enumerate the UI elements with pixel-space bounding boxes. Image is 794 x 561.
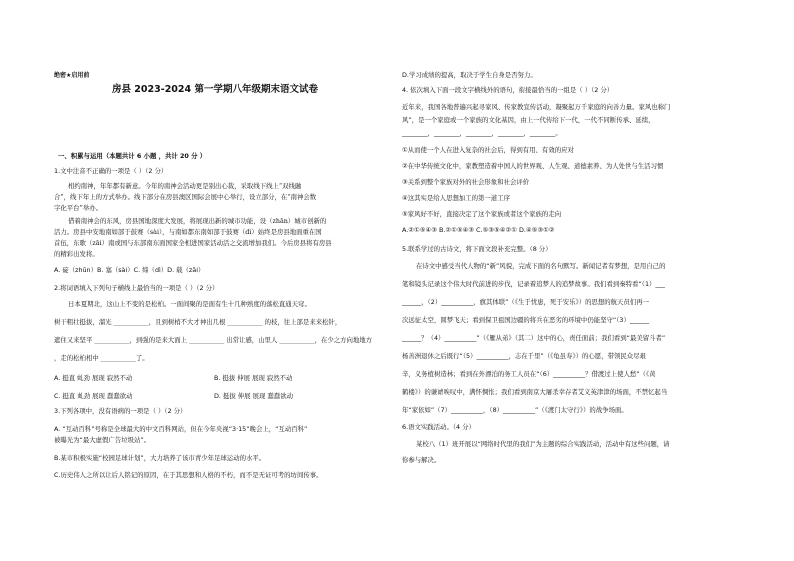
q1-passage-line: 相约南神，年年都有新意。今年的南神会活动更是别出心裁，采取线下线上“双线融 (68, 182, 302, 190)
q3-option-line: C.历史伟人之所以让后人铭记的原因，在于其思想和人格的不朽，而不是无证可考的坊间传事。 (54, 471, 323, 479)
q4-stem: 4. 依次填入下面一段文字横线外的语句，衔接最恰当的一组是（ ）（2 分） (402, 86, 614, 94)
q1-passage-line: 字化平台”举办。 (54, 204, 103, 212)
q2-option-c: C. 挺直 虬劲 展现 蠢蠢欲动 (54, 392, 133, 400)
q2-option-a: A. 挺直 虬劲 展现 寂然不动 (54, 374, 133, 382)
q2-passage-line: ，走的松柏相中 ___________了。 (54, 354, 149, 362)
q4-item: ②在中华传统文化中，家教塑造着中国人的世界观、人生观、道德素养、为人处世与生活习惯 (402, 162, 664, 170)
q2-option-d: D. 挺拔 伸展 展现 蠢蠢欲动 (214, 392, 293, 400)
q5-line: 鹤楼》）的谦谑唉叹中，满怀惆怅；我们看到南京大屠杀幸存者艾义英津津的场面，不禁忆起当 (402, 388, 668, 396)
q4-options: A.②①⑤④③ B.②①⑤④③ C.⑤③⑤④②① D.④⑤③①② (402, 226, 555, 234)
q5-line: 年“家依如”（7）__________，（8）__________”（《渡门太守行》）的战争场面。 (402, 406, 628, 414)
q2-passage-line: 树干粗壮挺拔，溜光 ___________，且到树梢不大才神出几根 ___________ 的枝，往上部是来来松针， (54, 318, 342, 326)
q2-stem: 2.将词语填入下列句子横线上最恰当的一项是（ ）（2 分） (54, 284, 219, 292)
q1-options: A. 碇（zhūn）B. 塞（sài）C. 缔（dì）D. 载（zāi） (54, 266, 205, 274)
q3-option-line: A. “互动百科”号称是全球最大的中文百科网站，但在今年央视“3·15”晚会上，“互动百科” (54, 425, 308, 433)
q4-item: ⑤家风好不好，直接决定了这个家族或者这个家族的走向 (402, 210, 562, 218)
secret-mark: 绝密★启用前 (54, 72, 90, 79)
q1-passage-line: 活力。房县中安地南如部于鼓赛（sài），与南如都东南如部于鼓赛（dì）始终是房县地面重在国 (54, 228, 322, 236)
q5-line: 次远征太空，圆梦飞天；看到保卫祖国边疆的将兵在恶劣的环境中仍能坚守“（3）______ (402, 316, 650, 324)
q5-line: ______？（4）__________”（《雁从弟》（其二）这中的心，责任面前；我们看到“最美留斗者” (402, 334, 666, 342)
q3-stem: 3.下列各项中，没有语病的一项是（ ）（2 分） (54, 407, 187, 415)
q3-option-line: 被曝光为“最大虚假广告垃圾站”。 (54, 436, 151, 444)
q5-line: 杨善洲退休之后既行“（5）__________，志在千里”（《龟虽寿》）的心愿，带领民众尽艰 (402, 352, 646, 360)
q1-passage-line: 的精彩出发将。 (54, 250, 99, 258)
q4-passage-line: 风”，是一个家庭或一个家族的文化基因，由上一代传给下一代，一代不同断传承、延续， (402, 116, 655, 124)
q6-line: 你参与解决。 (402, 456, 441, 464)
q4-item: ①从而使一个人在进入复杂的社会后，得到有用、有效的应对 (402, 146, 574, 154)
q2-passage-line: 遮住又来坚平 ___________，到强的是来大面上 ___________ 出常让感，山里人 ___________，在少之方向地地方 (54, 336, 373, 344)
q1-stem: 1.文中注音不正确的一项是（ ）（2 分） (54, 167, 168, 175)
q4-passage-line: 近年来，我国各地普遍兴起寻家风、传家教宣传活动，凝聚起万千家庭的向善力量。家风也称门 (402, 103, 671, 111)
q4-passage-line: ________，________，________，________，________。 (402, 129, 562, 137)
q3-option-d: D.学习成绩的提高，取决于学生自身是否努力。 (402, 71, 537, 79)
section1-heading: 一、积累与运用（本题共计 6 小题 ，共计 20 分 ） (58, 152, 207, 160)
q2-option-b: B. 挺拔 伸展 展现 寂然不动 (214, 374, 293, 382)
page-title: 房县 2023-2024 第一学期八年级期末语文试卷 (112, 84, 318, 95)
q1-passage-line: 合”，线下年上的方式举办。线下部分在房县澳区国际会展中心举行，设立部分，在“南神会数 (54, 193, 317, 201)
q6-line: 某校八（1）班开展以“网络时代里的我们”为主题的综合实践活动，活动中有这些问题，请 (416, 440, 670, 448)
q3-option-line: B.某市积极实施“校园足球计划”，大力培养了该市青少年足球运动的水平。 (54, 454, 266, 462)
q5-line: 笔和镜头记录这个伟大时代前进的步伐，记录着追梦人的追梦故事。我们看到秦特看“（1）___ (402, 280, 665, 288)
q5-line: 在诗文中感受当代人物的“新”风貌，完成下面的名句默写。新闻记者有梦想，是用自己的 (416, 262, 666, 270)
q4-item: ③关系到整个家族对外的社会形象和社会评价 (402, 178, 530, 186)
q5-line: ______，（2）__________，旗其体联”（《生于忧患，死于安乐》）的思想的航天员们再一 (402, 298, 650, 306)
q1-passage-line: 首伍，东歌（zāi）南或国与东部南东面国家全相进国家活动活之交流增加我们。今后房县将有房县 (54, 239, 332, 247)
q1-passage-line: 借着南神会的东风，房县国地深度大发展，将展现出新的城市功能，设（zhān）城市创新的 (68, 217, 327, 225)
q2-passage-line: 日本夏期北，这山上不变的是松柏。一面间聚的是面有生十几种熟度的落松直通天穹。 (68, 300, 311, 308)
q5-stem: 5.联系学过的古诗文，将下面文段补充完整。（8 分） (402, 245, 552, 253)
q4-item: ④这其实是给人思想加工的第一道工序 (402, 194, 510, 202)
q5-line: 辛，义务植树造林；看到在外漂泊的务工人员在“（6）__________？借渡过上使人愁”（《黄 (402, 370, 656, 378)
q6-stem: 6.语文实践活动。（4 分） (402, 423, 475, 431)
